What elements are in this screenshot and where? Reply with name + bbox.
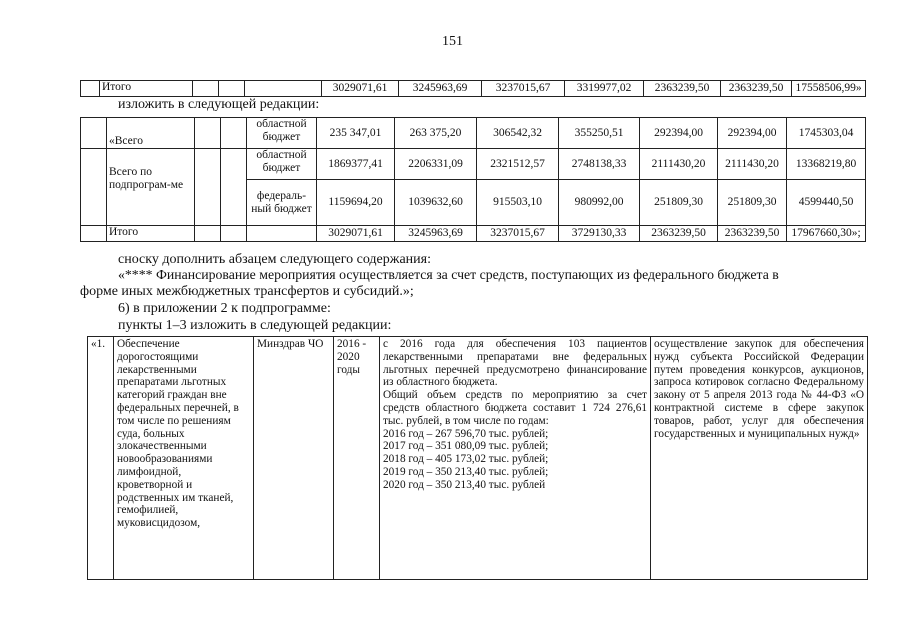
- item-executor: Минздрав ЧО: [254, 337, 334, 580]
- row-label: «Всего: [107, 118, 195, 149]
- table-row: [81, 118, 866, 149]
- value-cell: 3729130,33: [559, 226, 640, 242]
- instruction-text: 6) в приложении 2 к подпрограмме:: [118, 301, 331, 316]
- table-row: [81, 149, 866, 180]
- value-cell: 2111430,20: [718, 149, 787, 180]
- value-cell: 251809,30: [640, 180, 718, 226]
- footnote-text: форме иных межбюджетных трансфертов и субсидий.»;: [80, 284, 414, 299]
- row-label: Итого: [100, 81, 193, 97]
- item-name: Обеспечение дорогостоящими лекарственными препаратами льготных категорий граждан вне федеральных перечней, в том числе по решениям суда, больных злокачественными новообразованиями лимфоидной, кроветворной и родственных им тканей, гемофилией, муковисцидозом,: [114, 337, 254, 580]
- item-result: [380, 337, 651, 580]
- value-cell: 17967660,30»;: [787, 226, 866, 242]
- source-label: федераль-ный бюджет: [247, 180, 317, 226]
- value-cell: 3245963,69: [395, 226, 477, 242]
- footnote-text: «**** Финансирование мероприятия осуществляется за счет средств, поступающих из федерального бюджета в: [118, 267, 779, 282]
- instruction-text: сноску дополнить абзацем следующего содержания:: [118, 252, 431, 267]
- item-mechanism: осуществление закупок для обеспечения нужд субъекта Российской Федерации путем проведения конкурсов, аукционов, запроса котировок согласно Федеральному закону от 5 апреля 2013 года № 44-ФЗ «О контрактной системе в сфере закупок товаров, работ, услуг для обеспечения государственных и муниципальных нужд»: [651, 337, 868, 580]
- value-cell: 251809,30: [718, 180, 787, 226]
- value-cell: 355250,51: [559, 118, 640, 149]
- value-cell: 1869377,41: [317, 149, 395, 180]
- item-period: 2016 - 2020 годы: [334, 337, 380, 580]
- value-cell: 17558506,99»: [792, 81, 866, 97]
- value-cell: 3245963,69: [399, 81, 482, 97]
- new-edition-table: [80, 117, 866, 242]
- value-cell: 306542,32: [477, 118, 559, 149]
- value-cell: 2363239,50: [640, 226, 718, 242]
- table-row: [88, 337, 868, 580]
- value-cell: 2363239,50: [644, 81, 721, 97]
- result-intro: с 2016 года для обеспечения 103 пациентов лекарственными препаратами вне федеральных льготных перечней предусмотрено финансирование из областного бюджета.: [383, 338, 647, 389]
- value-cell: 3029071,61: [317, 226, 395, 242]
- instruction-text: изложить в следующей редакции:: [118, 97, 320, 112]
- result-total: Общий объем средств по мероприятию за счет средств областного бюджета составит 1 724 276,61 тыс. рублей, в том числе по годам:: [383, 389, 647, 427]
- source-label: областной бюджет: [247, 149, 317, 180]
- page-number: 151: [442, 34, 463, 49]
- items-table: [87, 336, 868, 580]
- value-cell: 4599440,50: [787, 180, 866, 226]
- value-cell: 292394,00: [640, 118, 718, 149]
- value-cell: 980992,00: [559, 180, 640, 226]
- item-number: «1.: [88, 337, 114, 580]
- source-label: областной бюджет: [247, 118, 317, 149]
- value-cell: 13368219,80: [787, 149, 866, 180]
- value-cell: 3029071,61: [322, 81, 399, 97]
- value-cell: 915503,10: [477, 180, 559, 226]
- value-cell: 1159694,20: [317, 180, 395, 226]
- row-label: Итого: [107, 226, 195, 242]
- year-line: 2020 год – 350 213,40 тыс. рублей: [383, 478, 546, 491]
- value-cell: 263 375,20: [395, 118, 477, 149]
- value-cell: 2363239,50: [721, 81, 792, 97]
- year-line: 2017 год – 351 080,09 тыс. рублей;: [383, 440, 549, 453]
- value-cell: 1039632,60: [395, 180, 477, 226]
- year-line: 2016 год – 267 596,70 тыс. рублей;: [383, 427, 549, 440]
- value-cell: 2748138,33: [559, 149, 640, 180]
- value-cell: 1745303,04: [787, 118, 866, 149]
- value-cell: 2321512,57: [477, 149, 559, 180]
- value-cell: 2111430,20: [640, 149, 718, 180]
- row-label: Всего по подпрограм-ме: [107, 149, 195, 226]
- value-cell: 292394,00: [718, 118, 787, 149]
- value-cell: 2363239,50: [718, 226, 787, 242]
- value-cell: 2206331,09: [395, 149, 477, 180]
- value-cell: 3237015,67: [482, 81, 565, 97]
- value-cell: 3319977,02: [565, 81, 644, 97]
- value-cell: 3237015,67: [477, 226, 559, 242]
- instruction-text: пункты 1–3 изложить в следующей редакции:: [118, 318, 392, 333]
- year-line: 2019 год – 350 213,40 тыс. рублей;: [383, 465, 549, 478]
- table-row: [81, 226, 866, 242]
- year-line: 2018 год – 405 173,02 тыс. рублей;: [383, 453, 549, 466]
- value-cell: 235 347,01: [317, 118, 395, 149]
- old-total-table: [80, 80, 866, 97]
- old-total-row: [81, 81, 866, 97]
